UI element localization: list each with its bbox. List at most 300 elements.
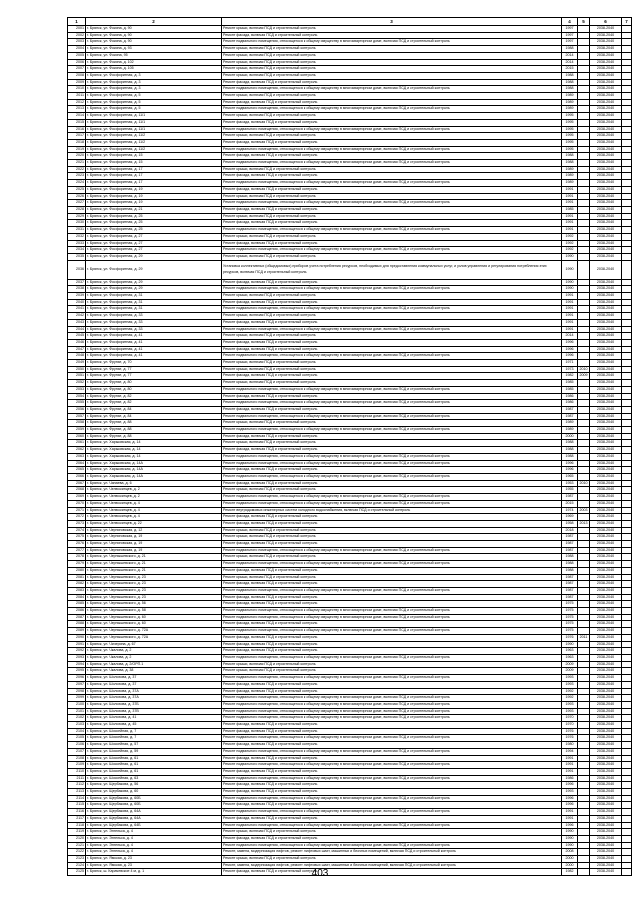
row-number: 2002 — [68, 32, 86, 39]
planned-period-cell: 2038-2040 — [590, 681, 622, 688]
planned-period-cell: 2038-2040 — [590, 701, 622, 708]
last-repair-year-cell — [578, 654, 590, 661]
last-repair-year-cell — [578, 514, 590, 521]
commission-year-cell: 1955 — [562, 487, 578, 494]
table-row — [68, 634, 632, 641]
extra-cell — [622, 722, 632, 729]
table-row — [68, 675, 632, 682]
row-number: 2023 — [68, 173, 86, 180]
extra-cell — [622, 802, 632, 809]
work-type-cell: Ремонт фасада, включая ПСД и строительный контроль — [222, 581, 562, 588]
work-type-cell: Ремонт крыши, включая ПСД и строительный контроль — [222, 420, 562, 427]
commission-year-cell: 1988 — [562, 153, 578, 160]
address-cell: г. Брянск, ул. Фокина, д. 90 — [86, 39, 222, 46]
row-number: 2024 — [68, 180, 86, 187]
last-repair-year-cell — [578, 842, 590, 849]
last-repair-year-cell — [578, 460, 590, 467]
address-cell: г. Брянск, ул. Фосфоритная, д. 29 — [86, 260, 222, 279]
table-row — [68, 554, 632, 561]
commission-year-cell: 1973 — [562, 366, 578, 373]
last-repair-year-cell — [578, 668, 590, 675]
extra-cell — [622, 253, 632, 260]
column-header: 5 — [578, 18, 590, 26]
address-cell: г. Брянск, ул. Шоссейная, д. 59 — [86, 748, 222, 755]
commission-year-cell: 1990 — [562, 641, 578, 648]
row-number: 2088 — [68, 621, 86, 628]
last-repair-year-cell — [578, 393, 590, 400]
last-repair-year-cell — [578, 173, 590, 180]
row-number: 2028 — [68, 206, 86, 213]
table-row — [68, 748, 632, 755]
last-repair-year-cell — [578, 722, 590, 729]
commission-year-cell: 1975 — [562, 601, 578, 608]
planned-period-cell: 2038-2040 — [590, 339, 622, 346]
address-cell: г. Брянск, ул. Фрунзе, д. 88 — [86, 433, 222, 440]
last-repair-year-cell — [578, 621, 590, 628]
extra-cell — [622, 594, 632, 601]
address-cell: г. Брянск, ул. Фосфоритная, д. 11/1 — [86, 126, 222, 133]
last-repair-year-cell — [578, 106, 590, 113]
row-number: 2113 — [68, 789, 86, 796]
extra-cell — [622, 795, 632, 802]
planned-period-cell: 2038-2040 — [590, 206, 622, 213]
row-number: 2041 — [68, 306, 86, 313]
extra-cell — [622, 782, 632, 789]
extra-cell — [622, 180, 632, 187]
address-cell: г. Брянск, ул. Шолохова, д. 37А — [86, 688, 222, 695]
address-cell: г. Брянск, ул. Фосфоритная, д. 5 — [86, 93, 222, 100]
planned-period-cell: 2038-2040 — [590, 782, 622, 789]
last-repair-year-cell — [578, 856, 590, 863]
work-type-cell: Ремонт фасада, включая ПСД и строительный контроль — [222, 406, 562, 413]
commission-year-cell: 1991 — [562, 809, 578, 816]
extra-cell — [622, 614, 632, 621]
planned-period-cell: 2038-2040 — [590, 862, 622, 869]
table-row — [68, 789, 632, 796]
work-type-cell: Ремонт крыши, включая ПСД и строительный контроль — [222, 66, 562, 73]
extra-cell — [622, 675, 632, 682]
row-number: 2006 — [68, 59, 86, 66]
address-cell: г. Брянск, ул. Фосфоритная, д. 19 — [86, 186, 222, 193]
work-type-cell: Ремонт крыши, включая ПСД и строительный контроль — [222, 113, 562, 120]
table-row — [68, 433, 632, 440]
planned-period-cell: 2038-2040 — [590, 380, 622, 387]
row-number: 2043 — [68, 319, 86, 326]
extra-cell — [622, 487, 632, 494]
row-number: 2081 — [68, 574, 86, 581]
last-repair-year-cell — [578, 32, 590, 39]
planned-period-cell: 2038-2040 — [590, 688, 622, 695]
last-repair-year-cell — [578, 494, 590, 501]
address-cell: г. Брянск, ул. Фосфоритная, д. 11/1 — [86, 119, 222, 126]
work-type-cell: Ремонт фасада, включая ПСД и строительный контроль — [222, 319, 562, 326]
commission-year-cell: 1989 — [562, 427, 578, 434]
address-cell: г. Брянск, ул. Чапаева, д. 6 — [86, 480, 222, 487]
extra-cell — [622, 193, 632, 200]
table-row — [68, 139, 632, 146]
last-repair-year-cell — [578, 748, 590, 755]
table-row — [68, 52, 632, 59]
work-type-cell: Ремонт подвального помещения, относящегося к общему имуществу в многоквартирном доме, включая ПСД и строительный контроль — [222, 474, 562, 481]
work-type-cell: Ремонт подвального помещения, относящегося к общему имуществу в многоквартирном доме, включая ПСД и строительный контроль — [222, 762, 562, 769]
table-row — [68, 353, 632, 360]
planned-period-cell: 2038-2040 — [590, 467, 622, 474]
last-repair-year-cell — [578, 206, 590, 213]
work-type-cell: Ремонт подвального помещения, относящегося к общему имуществу в многоквартирном доме, включая ПСД и строительный контроль — [222, 614, 562, 621]
row-number: 2107 — [68, 748, 86, 755]
planned-period-cell: 2038-2040 — [590, 520, 622, 527]
address-cell: г. Брянск, ул. Щербакова, д. 64Б — [86, 822, 222, 829]
commission-year-cell: 1991 — [562, 200, 578, 207]
commission-year-cell: 1995 — [562, 146, 578, 153]
extra-cell — [622, 688, 632, 695]
commission-year-cell: 1989 — [562, 99, 578, 106]
row-number: 2086 — [68, 608, 86, 615]
commission-year-cell: 1995 — [562, 139, 578, 146]
row-number: 2012 — [68, 99, 86, 106]
address-cell: г. Брянск, ул. Фосфоритная, д. 41 — [86, 333, 222, 340]
row-number: 2072 — [68, 514, 86, 521]
last-repair-year-cell — [578, 675, 590, 682]
table-row — [68, 695, 632, 702]
extra-cell — [622, 474, 632, 481]
commission-year-cell: 1992 — [562, 247, 578, 254]
work-type-cell: Ремонт фасада, включая ПСД и строительный контроль — [222, 782, 562, 789]
last-repair-year-cell — [578, 247, 590, 254]
commission-year-cell: 1996 — [562, 460, 578, 467]
commission-year-cell: 1991 — [562, 293, 578, 300]
table-row — [68, 567, 632, 574]
work-type-cell: Ремонт фасада, включая ПСД и строительный контроль — [222, 346, 562, 353]
table-row — [68, 514, 632, 521]
last-repair-year-cell: 2010 — [578, 366, 590, 373]
row-number: 2115 — [68, 802, 86, 809]
last-repair-year-cell — [578, 227, 590, 234]
address-cell: г. Брянск, ул. Фосфоритная, д. 5 — [86, 99, 222, 106]
last-repair-year-cell — [578, 146, 590, 153]
commission-year-cell: 1996 — [562, 795, 578, 802]
table-row — [68, 594, 632, 601]
row-number: 2033 — [68, 240, 86, 247]
extra-cell — [622, 406, 632, 413]
row-number: 2029 — [68, 213, 86, 220]
table-row — [68, 326, 632, 333]
extra-cell — [622, 849, 632, 856]
last-repair-year-cell — [578, 166, 590, 173]
row-number: 2014 — [68, 113, 86, 120]
row-number: 2097 — [68, 681, 86, 688]
commission-year-cell: 2015 — [562, 500, 578, 507]
table-row — [68, 400, 632, 407]
planned-period-cell: 2038-2040 — [590, 628, 622, 635]
address-cell: г. Брянск, ул. Фрунзе, д. 70 — [86, 360, 222, 367]
table-row — [68, 306, 632, 313]
address-cell: г. Брянск, ул. Фокина, д. 102 — [86, 59, 222, 66]
row-number: 2092 — [68, 648, 86, 655]
commission-year-cell: 2000 — [562, 862, 578, 869]
address-cell: г. Брянск, ул. Щербакова, д. 64А — [86, 815, 222, 822]
last-repair-year-cell — [578, 802, 590, 809]
last-repair-year-cell — [578, 86, 590, 93]
commission-year-cell: 1987 — [562, 547, 578, 554]
table-row — [68, 333, 632, 340]
work-type-cell: Ремонт подвального помещения, относящегося к общему имуществу в многоквартирном доме, включая ПСД и строительный контроль — [222, 227, 562, 234]
commission-year-cell: 1991 — [562, 193, 578, 200]
address-cell: г. Брянск, ул. Чернышевского, д. 21 — [86, 567, 222, 574]
address-cell: г. Брянск, ул. Фосфоритная, д. 41 — [86, 353, 222, 360]
commission-year-cell: 1975 — [562, 614, 578, 621]
commission-year-cell: 1970 — [562, 722, 578, 729]
commission-year-cell: 1992 — [562, 233, 578, 240]
table-row — [68, 755, 632, 762]
work-type-cell: Ремонт фасада, включая ПСД и строительный контроль — [222, 755, 562, 762]
planned-period-cell: 2038-2040 — [590, 708, 622, 715]
work-type-cell: Ремонт подвального помещения, относящегося к общему имуществу в многоквартирном доме, включая ПСД и строительный контроль — [222, 353, 562, 360]
table-row — [68, 762, 632, 769]
planned-period-cell: 2038-2040 — [590, 386, 622, 393]
extra-cell — [622, 313, 632, 320]
last-repair-year-cell — [578, 648, 590, 655]
planned-period-cell: 2038-2040 — [590, 119, 622, 126]
extra-cell — [622, 52, 632, 59]
address-cell: г. Брянск, ул. Энгельса, д. 4 — [86, 842, 222, 849]
commission-year-cell: 1991 — [562, 186, 578, 193]
extra-cell — [622, 507, 632, 514]
table-row — [68, 240, 632, 247]
work-type-cell: Ремонт подвального помещения, относящегося к общему имуществу в многоквартирном доме, включая ПСД и строительный контроль — [222, 146, 562, 153]
row-number: 2089 — [68, 628, 86, 635]
work-type-cell: Ремонт подвального помещения, относящегося к общему имуществу в многоквартирном доме, включая ПСД и строительный контроль — [222, 126, 562, 133]
work-type-cell: Ремонт фасада, включая ПСД и строительный контроль — [222, 99, 562, 106]
work-type-cell: Ремонт фасада, включая ПСД и строительный контроль — [222, 279, 562, 286]
row-number: 2017 — [68, 133, 86, 140]
last-repair-year-cell — [578, 628, 590, 635]
page-number: 403 — [311, 868, 329, 879]
extra-cell — [622, 413, 632, 420]
extra-cell — [622, 333, 632, 340]
table-row — [68, 126, 632, 133]
table-row — [68, 728, 632, 735]
extra-cell — [622, 715, 632, 722]
commission-year-cell: 1996 — [562, 346, 578, 353]
work-type-cell: Ремонт подвального помещения, относящегося к общему имуществу в многоквартирном доме, включая ПСД и строительный контроль — [222, 701, 562, 708]
commission-year-cell: 1990 — [562, 286, 578, 293]
planned-period-cell: 2038-2040 — [590, 139, 622, 146]
work-type-cell: Ремонт, замена, модернизация лифтов, ремонт лифтовых шахт, машинных и блочных помещений, включая ПСД и строительный контроль — [222, 849, 562, 856]
extra-cell — [622, 326, 632, 333]
work-type-cell: Ремонт фасада, включая ПСД и строительный контроль — [222, 789, 562, 796]
table-row — [68, 822, 632, 829]
address-cell: г. Брянск, ул. Черниговская, д. 12 — [86, 527, 222, 534]
table-row — [68, 835, 632, 842]
planned-period-cell: 2038-2040 — [590, 433, 622, 440]
address-cell: г. Брянск, ул. Фосфоритная, д. 31 — [86, 299, 222, 306]
address-cell: г. Брянск, ул. Чернышевского, д. 72А — [86, 634, 222, 641]
last-repair-year-cell — [578, 299, 590, 306]
commission-year-cell: 1996 — [562, 353, 578, 360]
last-repair-year-cell — [578, 59, 590, 66]
row-number: 2055 — [68, 400, 86, 407]
address-cell: г. Брянск, ш. Карачевское 4 м, д. 1 — [86, 869, 222, 876]
planned-period-cell: 2038-2040 — [590, 260, 622, 279]
last-repair-year-cell — [578, 541, 590, 548]
last-repair-year-cell — [578, 601, 590, 608]
row-number: 2032 — [68, 233, 86, 240]
extra-cell — [622, 634, 632, 641]
last-repair-year-cell — [578, 829, 590, 836]
table-row — [68, 319, 632, 326]
commission-year-cell: 1991 — [562, 319, 578, 326]
table-row — [68, 233, 632, 240]
last-repair-year-cell — [578, 240, 590, 247]
address-cell: г. Брянск, ул. Шоссейная, д. 61 — [86, 755, 222, 762]
extra-cell — [622, 494, 632, 501]
extra-cell — [622, 227, 632, 234]
row-number: 2114 — [68, 795, 86, 802]
table-row — [68, 715, 632, 722]
extra-cell — [622, 433, 632, 440]
row-number: 2104 — [68, 728, 86, 735]
row-number: 2035 — [68, 253, 86, 260]
row-number: 2122 — [68, 849, 86, 856]
last-repair-year-cell — [578, 688, 590, 695]
row-number: 2046 — [68, 339, 86, 346]
extra-cell — [622, 420, 632, 427]
address-cell: г. Брянск, ул. Фрунзе, д. 80 — [86, 386, 222, 393]
planned-period-cell: 2038-2040 — [590, 93, 622, 100]
work-type-cell: Ремонт фасада, включая ПСД и строительный контроль — [222, 567, 562, 574]
row-number: 2068 — [68, 487, 86, 494]
last-repair-year-cell — [578, 695, 590, 702]
last-repair-year-cell — [578, 547, 590, 554]
work-type-cell: Ремонт крыши, включая ПСД и строительный контроль — [222, 233, 562, 240]
planned-period-cell: 2038-2040 — [590, 366, 622, 373]
planned-period-cell: 2038-2040 — [590, 313, 622, 320]
last-repair-year-cell — [578, 708, 590, 715]
row-number: 2098 — [68, 688, 86, 695]
commission-year-cell: 1965 — [562, 474, 578, 481]
work-type-cell: Ремонт подвального помещения, относящегося к общему имуществу в многоквартирном доме, включая ПСД и строительный контроль — [222, 386, 562, 393]
commission-year-cell: 2014 — [562, 52, 578, 59]
planned-period-cell: 2038-2040 — [590, 99, 622, 106]
row-number: 2009 — [68, 79, 86, 86]
row-number: 2117 — [68, 815, 86, 822]
last-repair-year-cell — [578, 835, 590, 842]
address-cell: г. Брянск, ул. Фосфоритная, д. 31 — [86, 293, 222, 300]
extra-cell — [622, 447, 632, 454]
table-row — [68, 587, 632, 594]
table-row — [68, 541, 632, 548]
planned-period-cell: 2038-2040 — [590, 173, 622, 180]
last-repair-year-cell — [578, 782, 590, 789]
extra-cell — [622, 146, 632, 153]
row-number: 2053 — [68, 386, 86, 393]
extra-cell — [622, 728, 632, 735]
extra-cell — [622, 113, 632, 120]
table-header-row — [68, 18, 632, 26]
work-type-cell: Ремонт крыши, включая ПСД и строительный контроль — [222, 293, 562, 300]
table-row — [68, 380, 632, 387]
address-cell: г. Брянск, ул. Харьковская, д. 14А — [86, 474, 222, 481]
address-cell: г. Брянск, ул. Фосфоритная, д. 3 — [86, 72, 222, 79]
work-type-cell: Ремонт подвального помещения, относящегося к общему имуществу в многоквартирном доме, включая ПСД и строительный контроль — [222, 453, 562, 460]
work-type-cell: Ремонт фасада, включая ПСД и строительный контроль — [222, 681, 562, 688]
table-body — [68, 18, 632, 876]
last-repair-year-cell — [578, 79, 590, 86]
last-repair-year-cell — [578, 260, 590, 279]
planned-period-cell: 2038-2040 — [590, 715, 622, 722]
commission-year-cell: 1969 — [562, 514, 578, 521]
planned-period-cell: 2038-2040 — [590, 574, 622, 581]
commission-year-cell: 1991 — [562, 313, 578, 320]
last-repair-year-cell — [578, 420, 590, 427]
extra-cell — [622, 360, 632, 367]
table-row — [68, 72, 632, 79]
extra-cell — [622, 200, 632, 207]
table-row — [68, 186, 632, 193]
row-number: 2078 — [68, 554, 86, 561]
row-number: 2047 — [68, 346, 86, 353]
planned-period-cell: 2038-2040 — [590, 654, 622, 661]
table-row — [68, 701, 632, 708]
work-type-cell: Ремонт подвального помещения, относящегося к общему имуществу в многоквартирном доме, включая ПСД и строительный контроль — [222, 628, 562, 635]
commission-year-cell: 1988 — [562, 554, 578, 561]
address-cell: г. Брянск, ул. Чкалова, д. 2/ОРП.1 — [86, 661, 222, 668]
planned-period-cell: 2038-2040 — [590, 842, 622, 849]
address-cell: г. Брянск, ул. Чкалова, д. 2 — [86, 648, 222, 655]
last-repair-year-cell — [578, 213, 590, 220]
address-cell: г. Брянск, ул. Шоссейная, д. 61 — [86, 768, 222, 775]
last-repair-year-cell — [578, 66, 590, 73]
address-cell: г. Брянск, ул. Энгельса, д. 4 — [86, 849, 222, 856]
work-type-cell: Ремонт фасада, включая ПСД и строительный контроль — [222, 768, 562, 775]
address-cell: г. Брянск, ул. Щербакова, д. 60 — [86, 789, 222, 796]
address-cell: г. Брянск, ул. Фосфоритная, д. 3 — [86, 79, 222, 86]
planned-period-cell: 2038-2040 — [590, 474, 622, 481]
commission-year-cell: 1996 — [562, 339, 578, 346]
row-number: 2112 — [68, 782, 86, 789]
address-cell: г. Брянск, ул. Фосфоритная, д. 27 — [86, 247, 222, 254]
commission-year-cell: 1988 — [562, 567, 578, 574]
row-number: 2026 — [68, 193, 86, 200]
row-number: 2096 — [68, 675, 86, 682]
extra-cell — [622, 822, 632, 829]
last-repair-year-cell — [578, 406, 590, 413]
work-type-cell: Ремонт внутридомовых инженерных систем холодного водоснабжения, включая ПСД и строительный контроль — [222, 507, 562, 514]
commission-year-cell: 1988 — [562, 453, 578, 460]
address-cell: г. Брянск, ул. Харьковская, д. 14А — [86, 467, 222, 474]
extra-cell — [622, 453, 632, 460]
extra-cell — [622, 775, 632, 782]
row-number: 2083 — [68, 587, 86, 594]
planned-period-cell: 2038-2040 — [590, 594, 622, 601]
work-type-cell: Ремонт фасада, включая ПСД и строительный контроль — [222, 206, 562, 213]
commission-year-cell: 1992 — [562, 240, 578, 247]
table-row — [68, 119, 632, 126]
extra-cell — [622, 768, 632, 775]
work-type-cell: Ремонт подвального помещения, относящегося к общему имуществу в многоквартирном доме, включая ПСД и строительный контроль — [222, 809, 562, 816]
last-repair-year-cell — [578, 39, 590, 46]
row-number: 2054 — [68, 393, 86, 400]
last-repair-year-cell — [578, 133, 590, 140]
row-number: 2071 — [68, 507, 86, 514]
work-type-cell: Ремонт подвального помещения, относящегося к общему имуществу в многоквартирном доме, включая ПСД и строительный контроль — [222, 547, 562, 554]
last-repair-year-cell — [578, 339, 590, 346]
planned-period-cell: 2038-2040 — [590, 809, 622, 816]
work-type-cell: Ремонт подвального помещения, относящегося к общему имуществу в многоквартирном доме, включая ПСД и строительный контроль — [222, 795, 562, 802]
column-header: 7 — [622, 18, 632, 26]
extra-cell — [622, 373, 632, 380]
